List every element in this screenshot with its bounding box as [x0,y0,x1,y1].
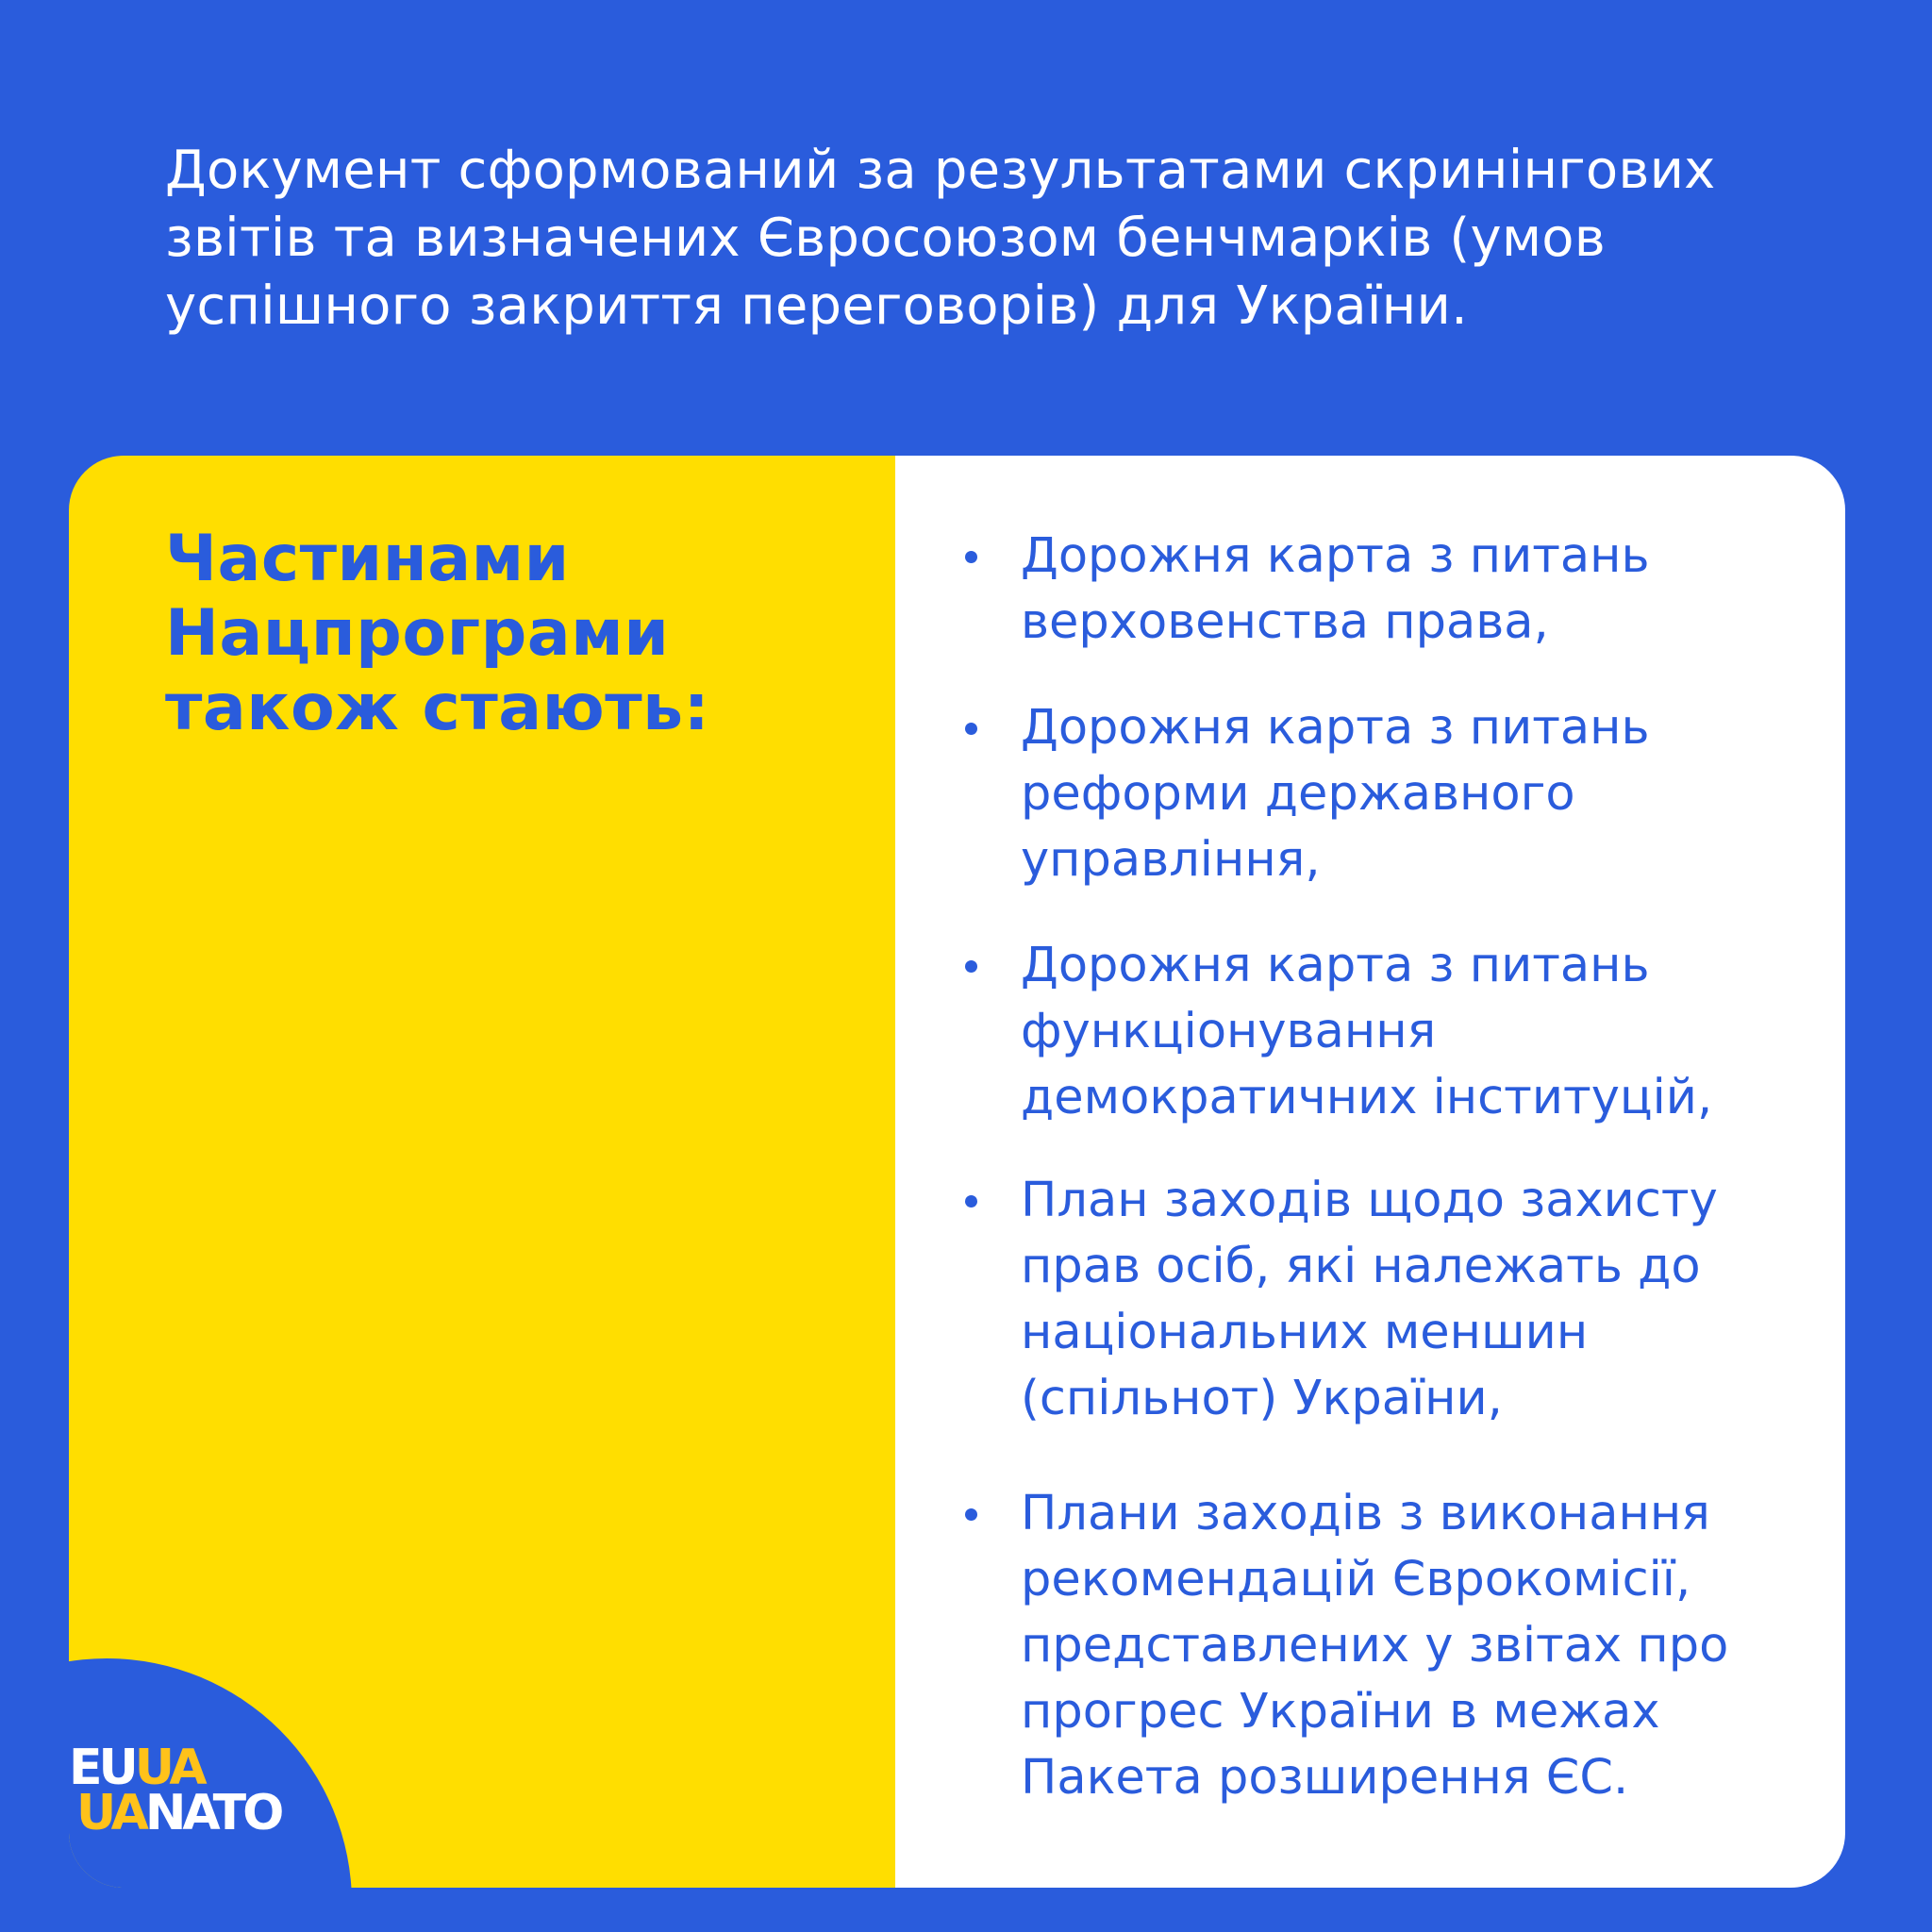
section-heading: Частинами Нацпрограми також стають: [165,522,710,745]
content-card [69,456,1845,1888]
list-item-text: Дорожня карта з питань реформи державного управління, [1021,700,1650,888]
bullet-icon [965,551,977,563]
documents-list [895,456,1845,1888]
logo-ua-top-text: UA [134,1740,204,1796]
list-item-text: Дорожня карта з питань верховенства права, [1021,528,1650,650]
list-item-text: Плани заходів з виконання рекомендацій Єврокомісії, представлених у звітах про прогрес України в межах Пакета розширення ЄС. [1021,1486,1729,1806]
list-item-text: Дорожня карта з питань функціонування демократичних інституцій, [1021,938,1713,1125]
logo-ua-bottom-text: UA [76,1785,145,1841]
bullet-icon [965,723,977,735]
logo-nato-text: NATO [144,1785,281,1841]
list-item-text: План заходів щодо захисту прав осіб, які належать до національних меншин (спільнот) України, [1021,1173,1718,1426]
bullet-icon [965,960,977,973]
intro-text: Документ сформований за результатами скринінгових звітів та визначених Євросоюзом бенчмарків (умов успішного закриття переговорів) для України. [165,140,1716,337]
eu-ua-nato-logo [69,1740,352,1888]
left-panel [69,456,895,1888]
bullet-icon [965,1195,977,1208]
right-panel [895,456,1845,1888]
logo-eu-text: EU [69,1740,135,1796]
bullet-icon [965,1508,977,1521]
